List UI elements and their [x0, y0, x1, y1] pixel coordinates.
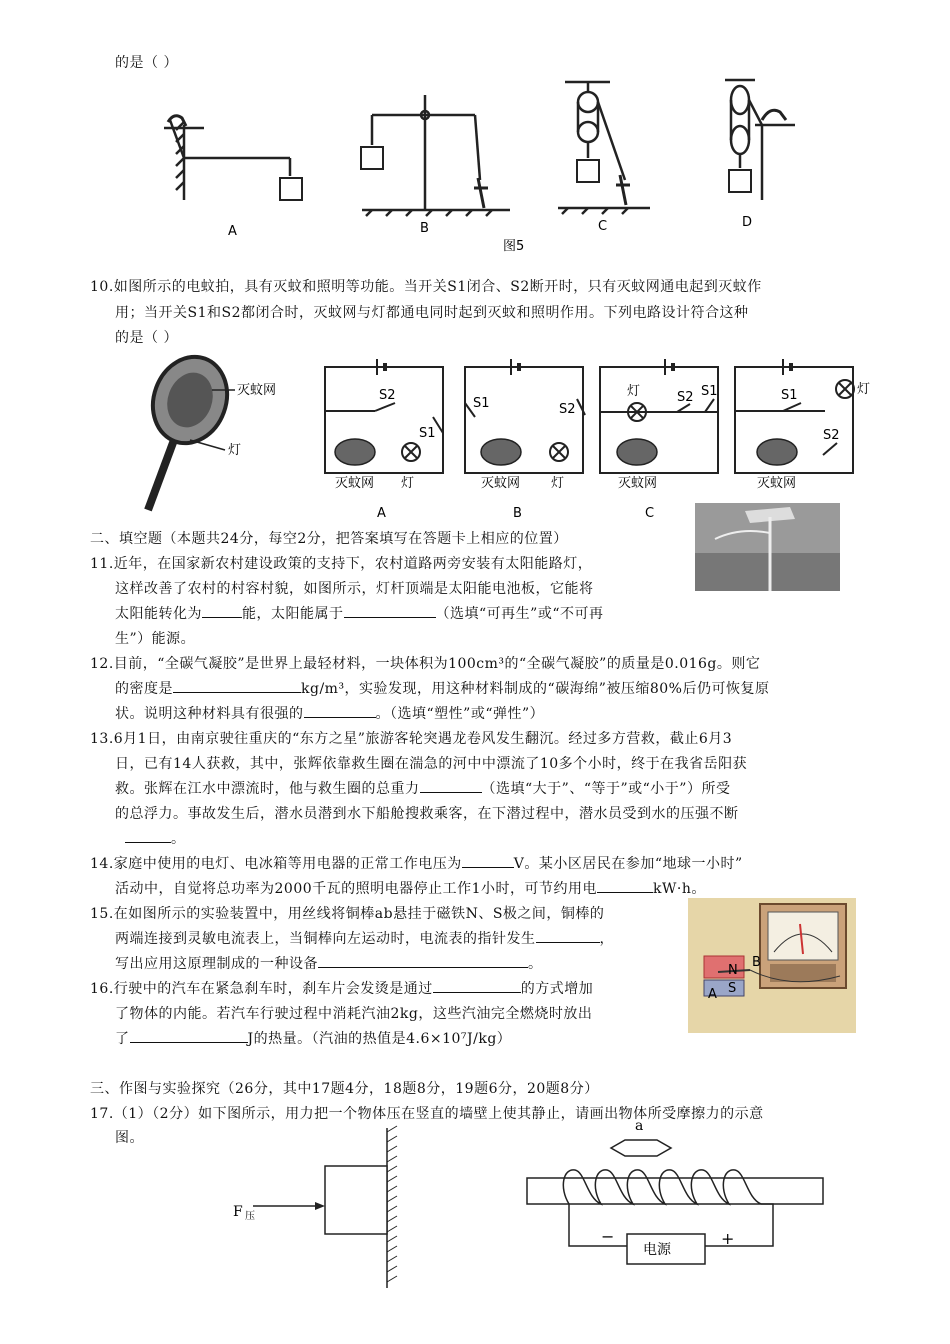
power-source-label: 电源 — [643, 1242, 671, 1258]
q11-line1: 11.近年，在国家新农村建设政策的支持下，农村道路两旁安装有太阳能路灯， — [90, 556, 593, 572]
q15-blank2[interactable] — [318, 953, 528, 968]
q16-line3 — [115, 1028, 511, 1048]
q9-label-b: B — [420, 221, 429, 236]
q15-fig-a: A — [708, 987, 717, 1002]
plus-label: + — [721, 1229, 735, 1248]
circuit-b-s1: S1 — [473, 396, 490, 411]
q11-line3 — [115, 603, 603, 623]
swatter-net-label: 灭蚊网 — [237, 383, 277, 398]
circuit-a-label: A — [377, 506, 386, 521]
q16-line1 — [90, 978, 593, 998]
q15-fig-n: N — [728, 963, 738, 978]
q16-blank1[interactable] — [433, 978, 521, 993]
circuit-d-lamp: 灯 — [857, 382, 871, 397]
q16-line1-b: 的方式增加 — [520, 981, 594, 997]
circuit-c-s1: S1 — [701, 384, 718, 399]
q15-blank1[interactable] — [536, 928, 600, 943]
q10-circuits — [315, 355, 890, 525]
q9-figure — [140, 70, 820, 260]
q11-solar-lamp-photo — [695, 503, 840, 591]
q10-swatter-figure — [140, 350, 310, 515]
q17-figure — [225, 1118, 885, 1294]
circuit-a-s2: S2 — [379, 388, 396, 403]
q15-line3-b: 。 — [528, 956, 543, 972]
q13-line5 — [125, 828, 186, 848]
q14-line2-b: kW·h。 — [653, 881, 706, 897]
q13-line4: 的总浮力。事故发生后，潜水员潜到水下船舱搜救乘客，在下潜过程中，潜水员受到水的压强不断 — [115, 806, 739, 822]
circuit-c-s2: S2 — [677, 390, 694, 405]
q12-line1: 12.目前，“全碳气凝胶”是世界上最轻材料，一块体积为100cm³的“全碳气凝胶”的质量是0.016g。则它 — [90, 656, 761, 672]
q14-line2-a: 活动中，自觉将总功率为2000千瓦的照明电器停止工作1小时，可节约用电 — [115, 881, 598, 897]
compass-label-a: a — [635, 1118, 644, 1134]
q17-line1: 17.（1）（2分）如下图所示，用力把一个物体压在竖直的墙壁上使其静止，请画出物体所受摩擦力的示意 — [90, 1106, 764, 1122]
circuit-a-lamp: 灯 — [401, 476, 415, 491]
q11-blank1[interactable] — [202, 603, 242, 618]
q9-label-d: D — [742, 215, 753, 230]
q16-line1-a: 16.行驶中的汽车在紧急刹车时，刹车片会发烫是通过 — [90, 981, 433, 997]
q12-line3-b: 。（选填“塑性”或“弹性”） — [375, 706, 545, 722]
q12-line3 — [115, 703, 544, 723]
q15-line3-a: 写出应用这原理制成的一种设备 — [115, 956, 318, 972]
q12-blank2[interactable] — [304, 703, 376, 718]
q15-galvanometer-photo — [688, 898, 856, 1033]
q12-line3-a: 状。说明这种材料具有很强的 — [115, 706, 304, 722]
q15-line1: 15.在如图所示的实验装置中，用丝线将铜棒ab悬挂于磁铁N、S极之间，铜棒的 — [90, 906, 605, 922]
section3-heading: 三、作图与实验探究（26分，其中17题4分，18题8分，19题6分，20题8分） — [90, 1081, 599, 1097]
q11-blank2[interactable] — [344, 603, 436, 618]
q13-line2: 日，已有14人获救，其中，张辉依靠救生圈在湍急的河中中漂流了10多个小时，终于在我省岳阳获 — [115, 756, 748, 772]
circuit-d-net: 灭蚊网 — [757, 476, 797, 491]
circuit-a-s1: S1 — [419, 426, 436, 441]
circuit-a-net: 灭蚊网 — [335, 476, 375, 491]
circuit-b-net: 灭蚊网 — [481, 476, 521, 491]
q16-line2: 了物体的内能。若汽车行驶过程中消耗汽油2kg，这些汽油完全燃烧时放出 — [115, 1006, 593, 1022]
q9-figure-caption: 图5 — [503, 239, 525, 254]
q15-fig-s: S — [728, 981, 737, 996]
q12-line2 — [115, 678, 769, 698]
circuit-c-net: 灭蚊网 — [618, 476, 658, 491]
q9-tail: 的是（ ） — [115, 55, 178, 71]
circuit-d-s2: S2 — [823, 428, 840, 443]
q15-line2-a: 两端连接到灵敏电流表上，当铜棒向左运动时，电流表的指针发生 — [115, 931, 536, 947]
q12-line2-a: 的密度是 — [115, 681, 173, 697]
q14-blank2[interactable] — [597, 878, 653, 893]
q15-fig-b: B — [752, 955, 761, 970]
circuit-b-lamp: 灯 — [551, 476, 565, 491]
q14-line1-b: V。某小区居民在参加“地球一小时” — [513, 856, 743, 872]
q17-line2: 图。 — [115, 1130, 144, 1146]
q15-line2-b: ， — [599, 931, 614, 947]
q13-line5-text: 。 — [171, 831, 186, 847]
q11-line3-a: 太阳能转化为 — [115, 606, 202, 622]
force-subscript: 压 — [245, 1211, 255, 1222]
q13-line3 — [115, 778, 730, 798]
q11-line4: 生”）能源。 — [115, 631, 196, 647]
force-label: F — [233, 1204, 243, 1220]
circuit-d-s1: S1 — [781, 388, 798, 403]
circuit-b-s2: S2 — [559, 402, 576, 417]
q16-blank2[interactable] — [130, 1028, 248, 1043]
q16-line3-b: J的热量。（汽油的热值是4.6×10⁷J/kg） — [247, 1031, 512, 1047]
q10-line1: 10.如图所示的电蚊拍，具有灭蚊和照明等功能。当开关S1闭合、S2断开时，只有灭蚊网通电起到灭蚊作 — [90, 279, 762, 295]
q13-line1: 13.6月1日，由南京驶往重庆的“东方之星”旅游客轮突遇龙卷风发生翻沉。经过多方营救，截止6月3 — [90, 731, 733, 747]
q9-label-a: A — [228, 224, 237, 239]
q13-blank1[interactable] — [420, 778, 482, 793]
minus-label: − — [601, 1227, 615, 1246]
q13-line3-b: （选填“大于”、“等于”或“小于”）所受 — [481, 781, 731, 797]
q11-line2: 这样改善了农村的村容村貌，如图所示，灯杆顶端是太阳能电池板，它能将 — [115, 581, 594, 597]
q9-label-c: C — [598, 219, 608, 234]
circuit-c-lamp: 灯 — [627, 384, 641, 399]
q15-line2 — [115, 928, 614, 948]
q10-line2: 用；当开关S1和S2都闭合时，灭蚊网与灯都通电同时起到灭蚊和照明作用。下列电路设计符合这种 — [115, 305, 749, 321]
swatter-lamp-label: 灯 — [228, 443, 242, 458]
q16-line3-a: 了 — [115, 1031, 130, 1047]
q15-line3 — [115, 953, 543, 973]
section2-heading: 二、填空题（本题共24分，每空2分，把答案填写在答题卡上相应的位置） — [90, 531, 568, 547]
q12-line2-b: kg/m³，实验发现，用这种材料制成的“碳海绵”被压缩80%后仍可恢复原 — [301, 681, 770, 697]
q13-blank2[interactable] — [125, 828, 171, 843]
q12-blank1[interactable] — [173, 678, 301, 693]
q14-line1-a: 14.家庭中使用的电灯、电冰箱等用电器的正常工作电压为 — [90, 856, 462, 872]
q11-line3-b: 能，太阳能属于 — [242, 606, 344, 622]
q10-line3: 的是（ ） — [115, 330, 178, 346]
q13-line3-a: 救。张辉在江水中漂流时，他与救生圈的总重力 — [115, 781, 420, 797]
circuit-c-label: C — [645, 506, 655, 521]
q14-line1 — [90, 853, 743, 873]
circuit-b-label: B — [513, 506, 522, 521]
q14-blank1[interactable] — [462, 853, 514, 868]
q14-line2 — [115, 878, 706, 898]
q11-line3-c: （选填“可再生”或“不可再 — [435, 606, 604, 622]
